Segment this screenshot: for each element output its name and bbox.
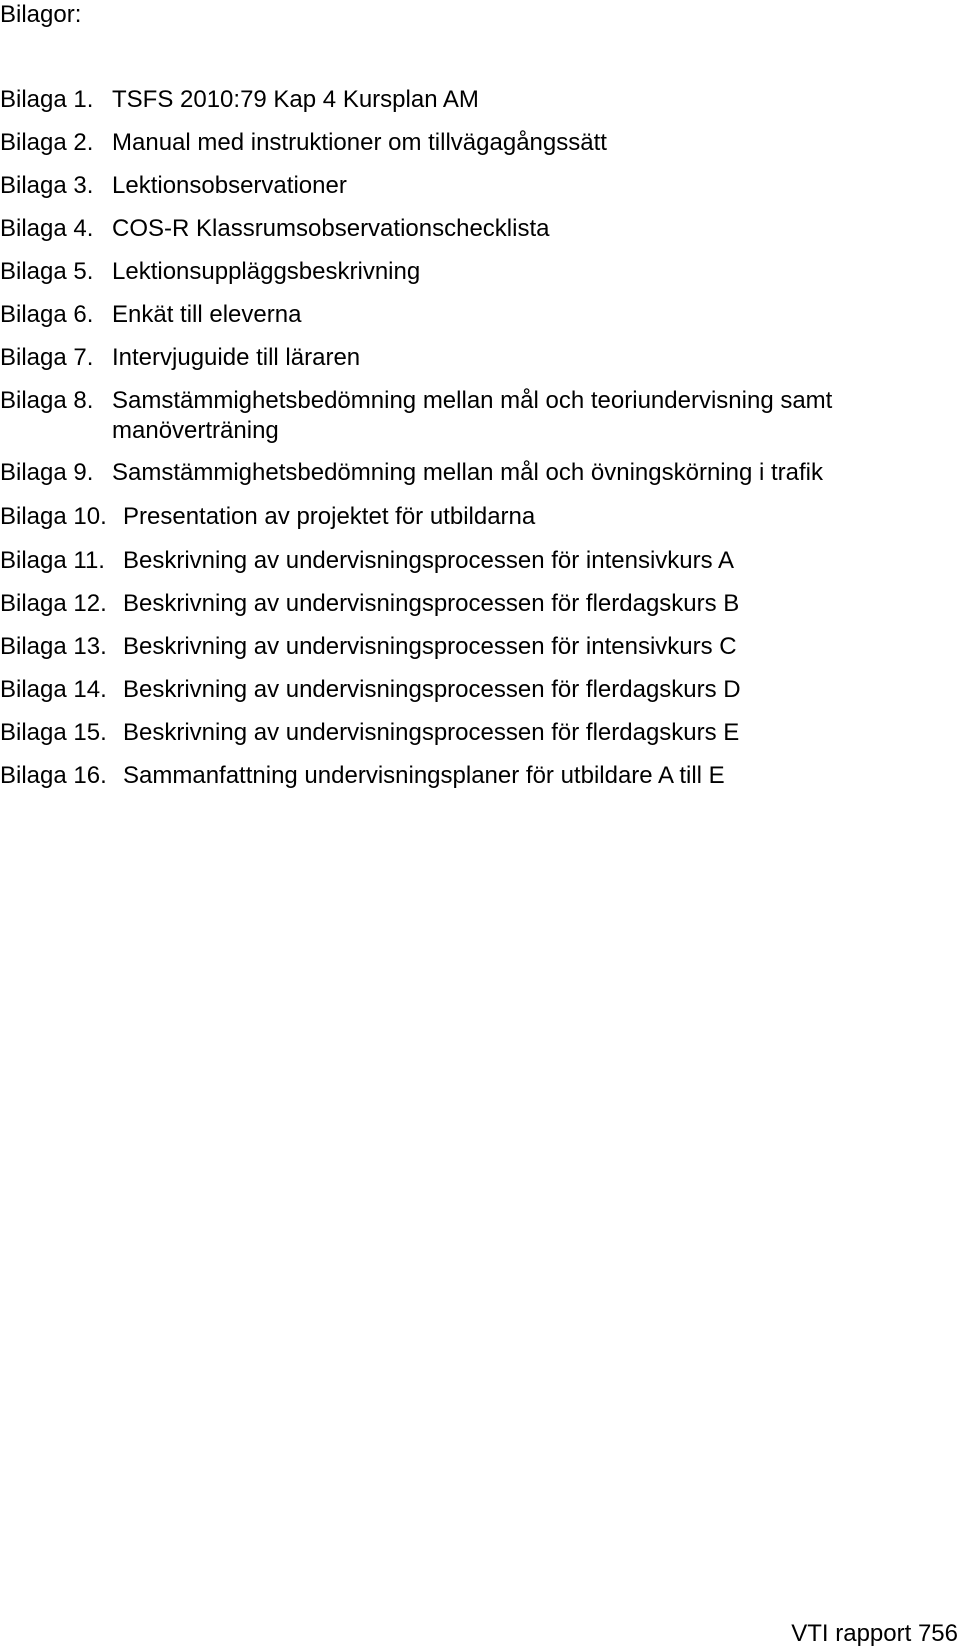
appendix-title: Sammanfattning undervisningsplaner för utbildare A till E: [123, 762, 725, 789]
appendix-number: Bilaga 16.: [0, 762, 107, 789]
appendix-item: [0, 589, 923, 619]
appendix-number: Bilaga 13.: [0, 633, 107, 660]
appendix-title: Beskrivning av undervisningsprocessen för intensivkurs C: [123, 633, 737, 660]
appendix-number: Bilaga 3.: [0, 172, 94, 199]
appendix-number: Bilaga 1.: [0, 86, 94, 113]
page-footer: VTI rapport 756: [791, 1620, 958, 1647]
appendix-title: Presentation av projektet för utbildarna: [123, 503, 536, 530]
appendix-item: [0, 502, 923, 532]
appendix-title: Manual med instruktioner om tillvägagångssätt: [112, 129, 607, 156]
appendix-number: Bilaga 4.: [0, 215, 94, 242]
appendix-number: Bilaga 10.: [0, 503, 107, 530]
appendix-number: Bilaga 9.: [0, 459, 94, 486]
appendix-title: Beskrivning av undervisningsprocessen för flerdagskurs D: [123, 676, 741, 703]
appendix-item: [0, 761, 923, 791]
appendix-item: [0, 458, 912, 488]
appendix-title: Lektionsobservationer: [112, 172, 347, 199]
appendix-title: Samstämmighetsbedömning mellan mål och övningskörning i trafik: [112, 459, 823, 486]
appendix-title: Beskrivning av undervisningsprocessen för flerdagskurs B: [123, 590, 740, 617]
appendix-title: Beskrivning av undervisningsprocessen för flerdagskurs E: [123, 719, 740, 746]
appendix-number: Bilaga 12.: [0, 590, 107, 617]
appendix-item: [0, 675, 923, 705]
appendix-item: [0, 214, 912, 244]
appendix-number: Bilaga 6.: [0, 301, 94, 328]
appendix-number: Bilaga 7.: [0, 344, 94, 371]
appendix-item: [0, 546, 923, 576]
appendix-number: Bilaga 11.: [0, 547, 105, 574]
appendix-item: [0, 343, 912, 373]
appendix-number: Bilaga 8.: [0, 387, 94, 414]
appendix-title: Lektionsuppläggsbeskrivning: [112, 258, 421, 285]
appendix-title: TSFS 2010:79 Kap 4 Kursplan AM: [112, 86, 479, 113]
appendix-title: Enkät till eleverna: [112, 301, 302, 328]
appendix-item: [0, 85, 912, 115]
appendix-title: COS-R Klassrumsobservationschecklista: [112, 215, 550, 242]
appendix-number: Bilaga 14.: [0, 676, 107, 703]
appendix-item: [0, 128, 912, 158]
appendix-item: [0, 171, 912, 201]
appendix-title: Intervjuguide till läraren: [112, 344, 361, 371]
appendix-title: Beskrivning av undervisningsprocessen för intensivkurs A: [123, 547, 734, 574]
appendix-number: Bilaga 2.: [0, 129, 94, 156]
appendix-title: Samstämmighetsbedömning mellan mål och teoriundervisning samt manöverträning: [112, 387, 833, 444]
appendix-number: Bilaga 15.: [0, 719, 107, 746]
appendix-item: [0, 386, 912, 446]
appendix-number: Bilaga 5.: [0, 258, 94, 285]
page-heading: Bilagor:: [0, 1, 82, 28]
appendix-item: [0, 632, 923, 662]
appendix-item: [0, 257, 912, 287]
appendix-item: [0, 300, 912, 330]
appendix-item: [0, 718, 923, 748]
